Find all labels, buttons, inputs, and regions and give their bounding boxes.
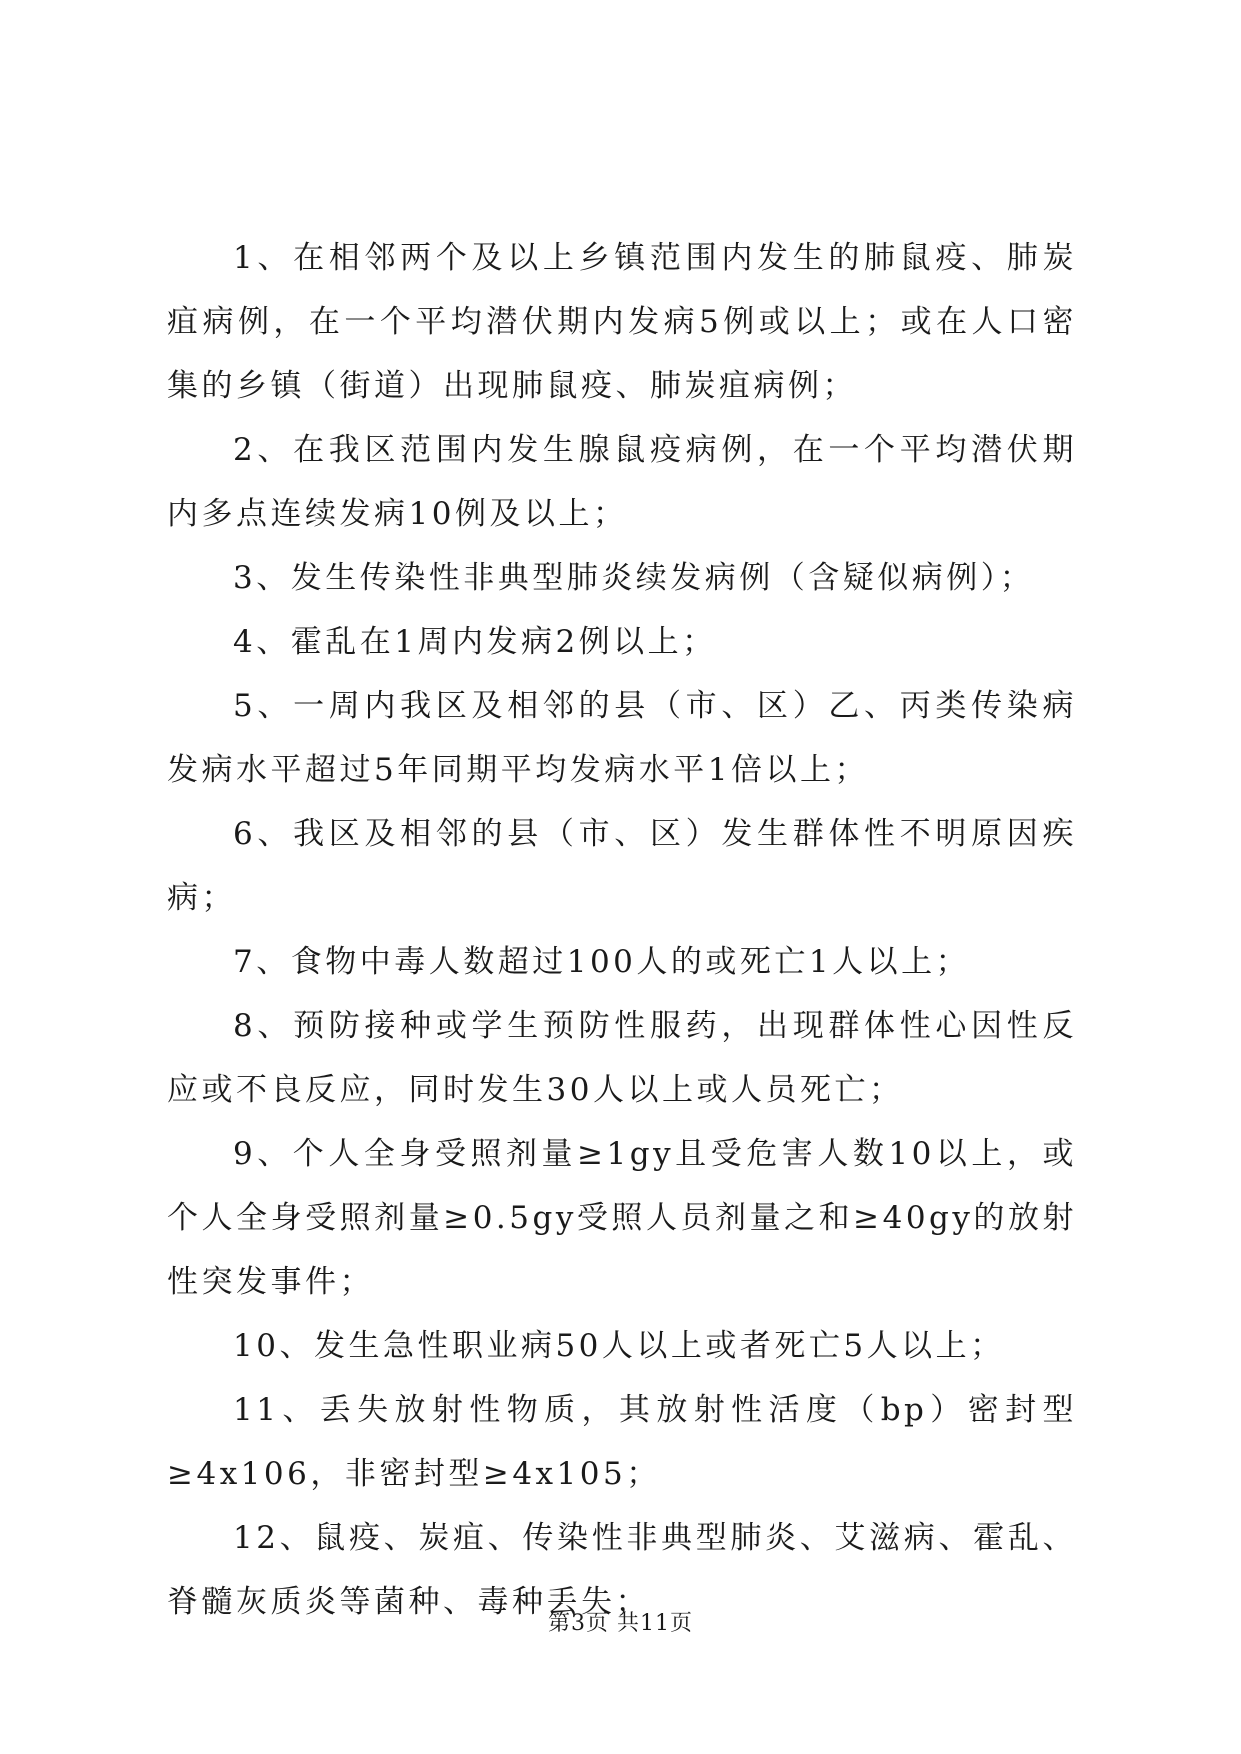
paragraph-1: 1、在相邻两个及以上乡镇范围内发生的肺鼠疫、肺炭疽病例，在一个平均潜伏期内发病5例或以上；或在人口密集的乡镇（街道）出现肺鼠疫、肺炭疽病例；: [167, 240, 1077, 404]
paragraph-2: 2、在我区范围内发生腺鼠疫病例，在一个平均潜伏期内多点连续发病10例及以上；: [167, 432, 1077, 532]
paragraph-6: 6、我区及相邻的县（市、区）发生群体性不明原因疾病；: [167, 816, 1077, 916]
document-body: [167, 226, 1077, 1634]
paragraph-9: 9、个人全身受照剂量≥1gy且受危害人数10以上，或个人全身受照剂量≥0.5gy受照人员剂量之和≥40gy的放射性突发事件；: [167, 1136, 1077, 1300]
paragraph-3: 3、发生传染性非典型肺炎续发病例（含疑似病例）；: [233, 560, 1035, 596]
paragraph-7: 7、食物中毒人数超过100人的或死亡1人以上；: [233, 944, 971, 980]
paragraph-5: 5、一周内我区及相邻的县（市、区）乙、丙类传染病发病水平超过5年同期平均发病水平1倍以上；: [167, 688, 1077, 788]
page-footer: 第3页 共11页: [548, 1611, 693, 1636]
paragraph-8: 8、预防接种或学生预防性服药，出现群体性心因性反应或不良反应，同时发生30人以上或人员死亡；: [167, 1008, 1077, 1108]
paragraph-12: 12、鼠疫、炭疽、传染性非典型肺炎、艾滋病、霍乱、脊髓灰质炎等菌种、毒种丢失；: [167, 1520, 1077, 1620]
paragraph-11: 11、丢失放射性物质，其放射性活度（bp）密封型≥4x106，非密封型≥4x105；: [167, 1392, 1077, 1492]
paragraph-10: 10、发生急性职业病50人以上或者死亡5人以上；: [233, 1328, 1005, 1364]
paragraph-4: 4、霍乱在1周内发病2例以上；: [233, 624, 717, 660]
